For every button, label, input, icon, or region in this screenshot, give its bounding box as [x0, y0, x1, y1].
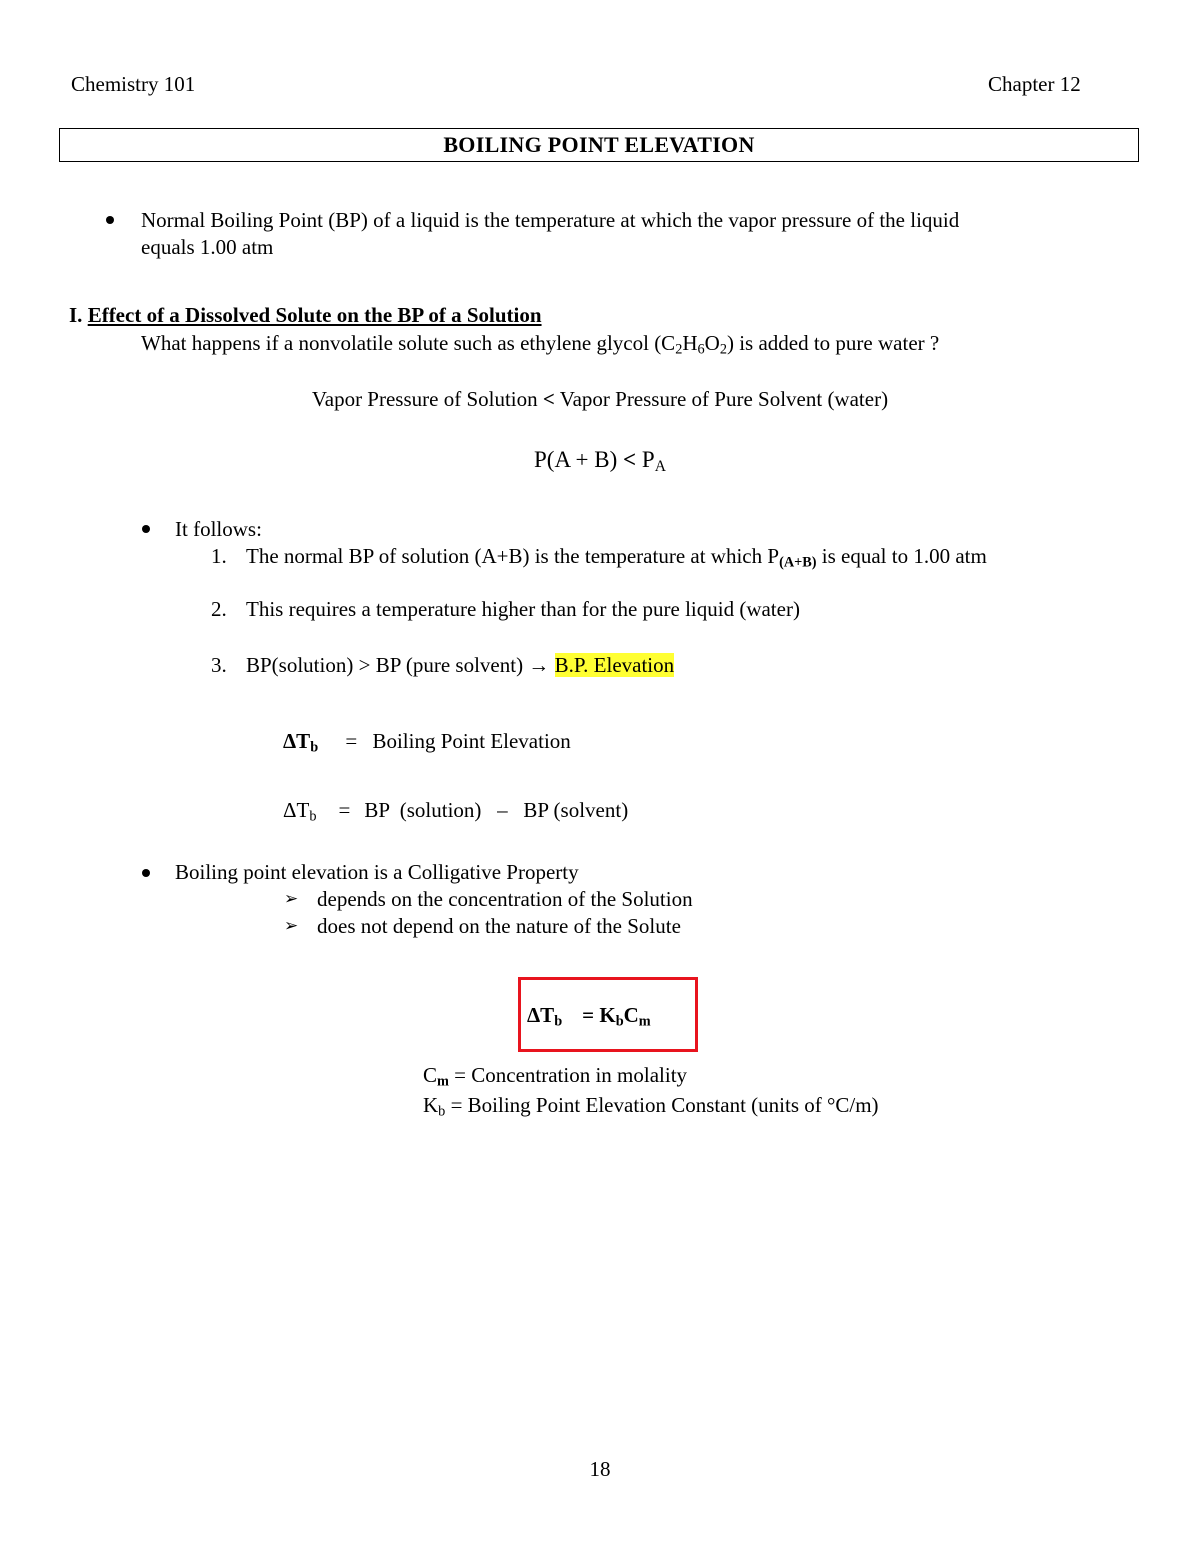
- section-title: Effect of a Dissolved Solute on the BP of a Solution: [87, 303, 542, 327]
- question-text-post: ) is added to pure water ?: [726, 331, 940, 355]
- list-item-text: is equal to 1.00 atm: [816, 544, 987, 568]
- formula-sub: 2: [675, 341, 683, 358]
- intro-line-2: equals 1.00 atm: [141, 235, 274, 259]
- eq-p: P: [636, 447, 655, 472]
- list-item-text: BP(solution) > BP (pure solvent) →: [246, 653, 555, 677]
- bullet-icon: [142, 869, 150, 877]
- delta-tb-symbol: $\Delta T_b$: [283, 729, 319, 756]
- cm-text: = Concentration in molality: [448, 1063, 688, 1087]
- equals-sign: =: [345, 729, 358, 753]
- eq-main: P(A + B): [534, 447, 624, 472]
- arrow-bullet-icon: ➢: [284, 916, 299, 936]
- formula-lhs: ΔT: [527, 1003, 555, 1027]
- formula-c: C: [623, 1003, 639, 1027]
- bullet-icon: [142, 525, 150, 533]
- highlight-bp-elevation: B.P. Elevation: [554, 653, 675, 677]
- colligative-text: Boiling point elevation is a Colligative Property: [175, 860, 579, 884]
- boiling-point-formula: [527, 1002, 651, 1029]
- page-title: BOILING POINT ELEVATION: [59, 128, 1139, 162]
- question-text-mid: H: [682, 331, 698, 355]
- list-item-sub: (A+B): [779, 554, 817, 571]
- chapter-label: Chapter 12: [988, 72, 1081, 96]
- eq-sub: A: [654, 457, 666, 475]
- list-number: 2.: [211, 597, 227, 621]
- cm-symbol: C: [423, 1063, 438, 1087]
- formula-sub: m: [638, 1013, 651, 1030]
- arrow-bullet-icon: ➢: [284, 889, 299, 909]
- list-number: 3.: [211, 653, 227, 677]
- intro-line-1: Normal Boiling Point (BP) of a liquid is the temperature at which the vapor pressure of the liquid: [141, 208, 960, 232]
- list-item: [246, 543, 987, 570]
- question-text-pre: What happens if a nonvolatile solute such as ethylene glycol (C: [141, 331, 676, 355]
- section-heading: [69, 302, 542, 329]
- cm-sub: m: [437, 1073, 449, 1090]
- kb-sub: b: [438, 1103, 446, 1120]
- eq-less-than: <: [623, 447, 637, 472]
- formula-sub: b: [554, 1013, 563, 1030]
- bullet-icon: [106, 216, 114, 224]
- formula-sub: 6: [697, 341, 705, 358]
- list-number: 1.: [211, 544, 227, 568]
- section-number: I.: [69, 303, 83, 327]
- delta-tb-symbol: $\Delta T_b$: [283, 798, 317, 825]
- legend-cm: [423, 1062, 687, 1089]
- kb-text: = Boiling Point Elevation Constant (units of °C/m): [445, 1093, 879, 1117]
- less-than-sign: <: [542, 387, 555, 411]
- sub-bullet-text: depends on the concentration of the Solution: [317, 887, 693, 911]
- pressure-inequality: [0, 446, 1200, 473]
- formula-sub: b: [615, 1013, 624, 1030]
- question-line: [141, 330, 939, 357]
- definition-1: [283, 728, 571, 755]
- definition-2: [283, 797, 628, 824]
- vp-right: Vapor Pressure of Pure Solvent (water): [559, 387, 889, 411]
- list-item: [246, 652, 674, 679]
- vapor-pressure-statement: [0, 386, 1200, 413]
- definition-text: Boiling Point Elevation: [372, 729, 571, 753]
- formula-sub: 2: [719, 341, 727, 358]
- legend-kb: [423, 1092, 879, 1119]
- vp-left: Vapor Pressure of Solution: [311, 387, 538, 411]
- page-number: 18: [589, 1457, 611, 1481]
- list-item-text: The normal BP of solution (A+B) is the temperature at which P: [246, 544, 780, 568]
- list-item: This requires a temperature higher than for the pure liquid (water): [246, 597, 800, 621]
- definition-text: BP (solution) – BP (solvent): [364, 798, 629, 822]
- formula-eq: = K: [582, 1003, 616, 1027]
- sub-bullet-text: does not depend on the nature of the Solute: [317, 914, 681, 938]
- course-name: Chemistry 101: [71, 72, 196, 96]
- follows-label: It follows:: [175, 517, 262, 541]
- question-text-mid: O: [704, 331, 720, 355]
- equals-sign: =: [338, 798, 351, 822]
- kb-symbol: K: [423, 1093, 439, 1117]
